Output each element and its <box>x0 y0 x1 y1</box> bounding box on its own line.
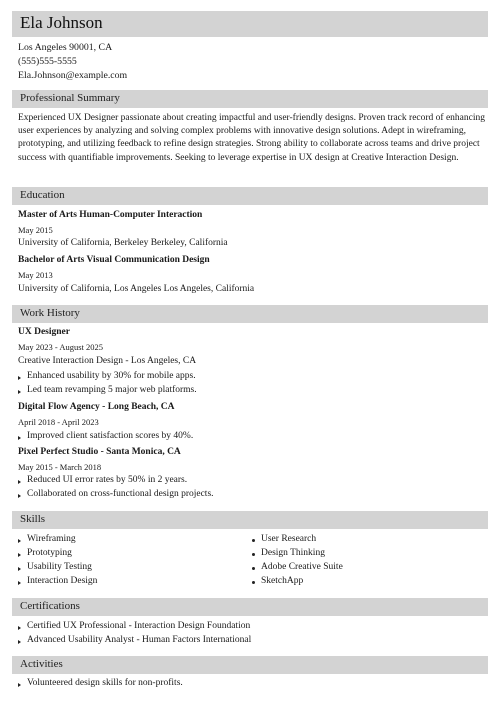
section-title: Skills <box>20 513 46 525</box>
skill-item: User Research <box>252 534 316 544</box>
section-title: Certifications <box>20 600 80 612</box>
skill-item: Design Thinking <box>252 548 325 558</box>
skill-item: Usability Testing <box>18 562 92 572</box>
contact-email: Ela.Johnson@example.com <box>18 70 128 81</box>
job-bullet: Enhanced usability by 30% for mobile apps. <box>18 371 196 381</box>
education-school: University of California, Berkeley Berkeley, California <box>18 238 228 248</box>
education-degree: Bachelor of Arts Visual Communication Design <box>18 255 210 265</box>
job-company: Creative Interaction Design - Los Angeles, CA <box>18 356 197 366</box>
section-header-activities <box>12 656 488 674</box>
skill-item: SketchApp <box>252 576 303 586</box>
skill-item: Prototyping <box>18 548 72 558</box>
job-title: UX Designer <box>18 327 70 337</box>
job-bullet: Collaborated on cross-functional design projects. <box>18 489 214 499</box>
section-title: Education <box>20 189 65 201</box>
job-dates: April 2018 - April 2023 <box>18 417 99 427</box>
job-bullet: Improved client satisfaction scores by 40%. <box>18 431 193 441</box>
certification-item: Certified UX Professional - Interaction Design Foundation <box>18 621 250 631</box>
section-header-certifications <box>12 598 488 616</box>
candidate-name: Ela Johnson <box>20 13 103 32</box>
skill-item: Adobe Creative Suite <box>252 562 343 572</box>
job-title: Pixel Perfect Studio - Santa Monica, CA <box>18 447 181 457</box>
contact-address: Los Angeles 90001, CA <box>18 42 113 53</box>
section-title: Professional Summary <box>20 92 120 104</box>
section-header-skills <box>12 511 488 529</box>
section-title: Work History <box>20 307 80 319</box>
section-header-work <box>12 305 488 323</box>
skill-item: Wireframing <box>18 534 76 544</box>
name-header <box>12 11 488 37</box>
education-date: May 2013 <box>18 270 53 280</box>
section-header-summary <box>12 90 488 108</box>
section-title: Activities <box>20 658 63 670</box>
education-degree: Master of Arts Human-Computer Interaction <box>18 210 203 220</box>
education-date: May 2015 <box>18 225 53 235</box>
job-bullet: Reduced UI error rates by 50% in 2 years. <box>18 475 187 485</box>
section-header-education <box>12 187 488 205</box>
activity-item: Volunteered design skills for non-profits. <box>18 678 183 688</box>
certification-item: Advanced Usability Analyst - Human Factors International <box>18 635 251 645</box>
skill-item: Interaction Design <box>18 576 97 586</box>
job-bullet: Led team revamping 5 major web platforms. <box>18 385 197 395</box>
job-dates: May 2023 - August 2025 <box>18 342 103 352</box>
job-title: Digital Flow Agency - Long Beach, CA <box>18 402 175 412</box>
education-school: University of California, Los Angeles Los Angeles, California <box>18 284 255 294</box>
contact-phone: (555)555-5555 <box>18 56 77 67</box>
job-dates: May 2015 - March 2018 <box>18 462 102 472</box>
summary-paragraph: Experienced UX Designer passionate about creating impactful and user-friendly designs. Proven track record of enhancing user experiences by analyzing and solving complex problems with innovative design solutions. Adept in wireframing, prototyping, and utilizing feedback to refine design strategies. Strong ability to collaborate across teams and drive project success with quantifiable improvements. Seeking to leverage expertise in UX design at Creative Interaction Design. <box>18 113 485 163</box>
